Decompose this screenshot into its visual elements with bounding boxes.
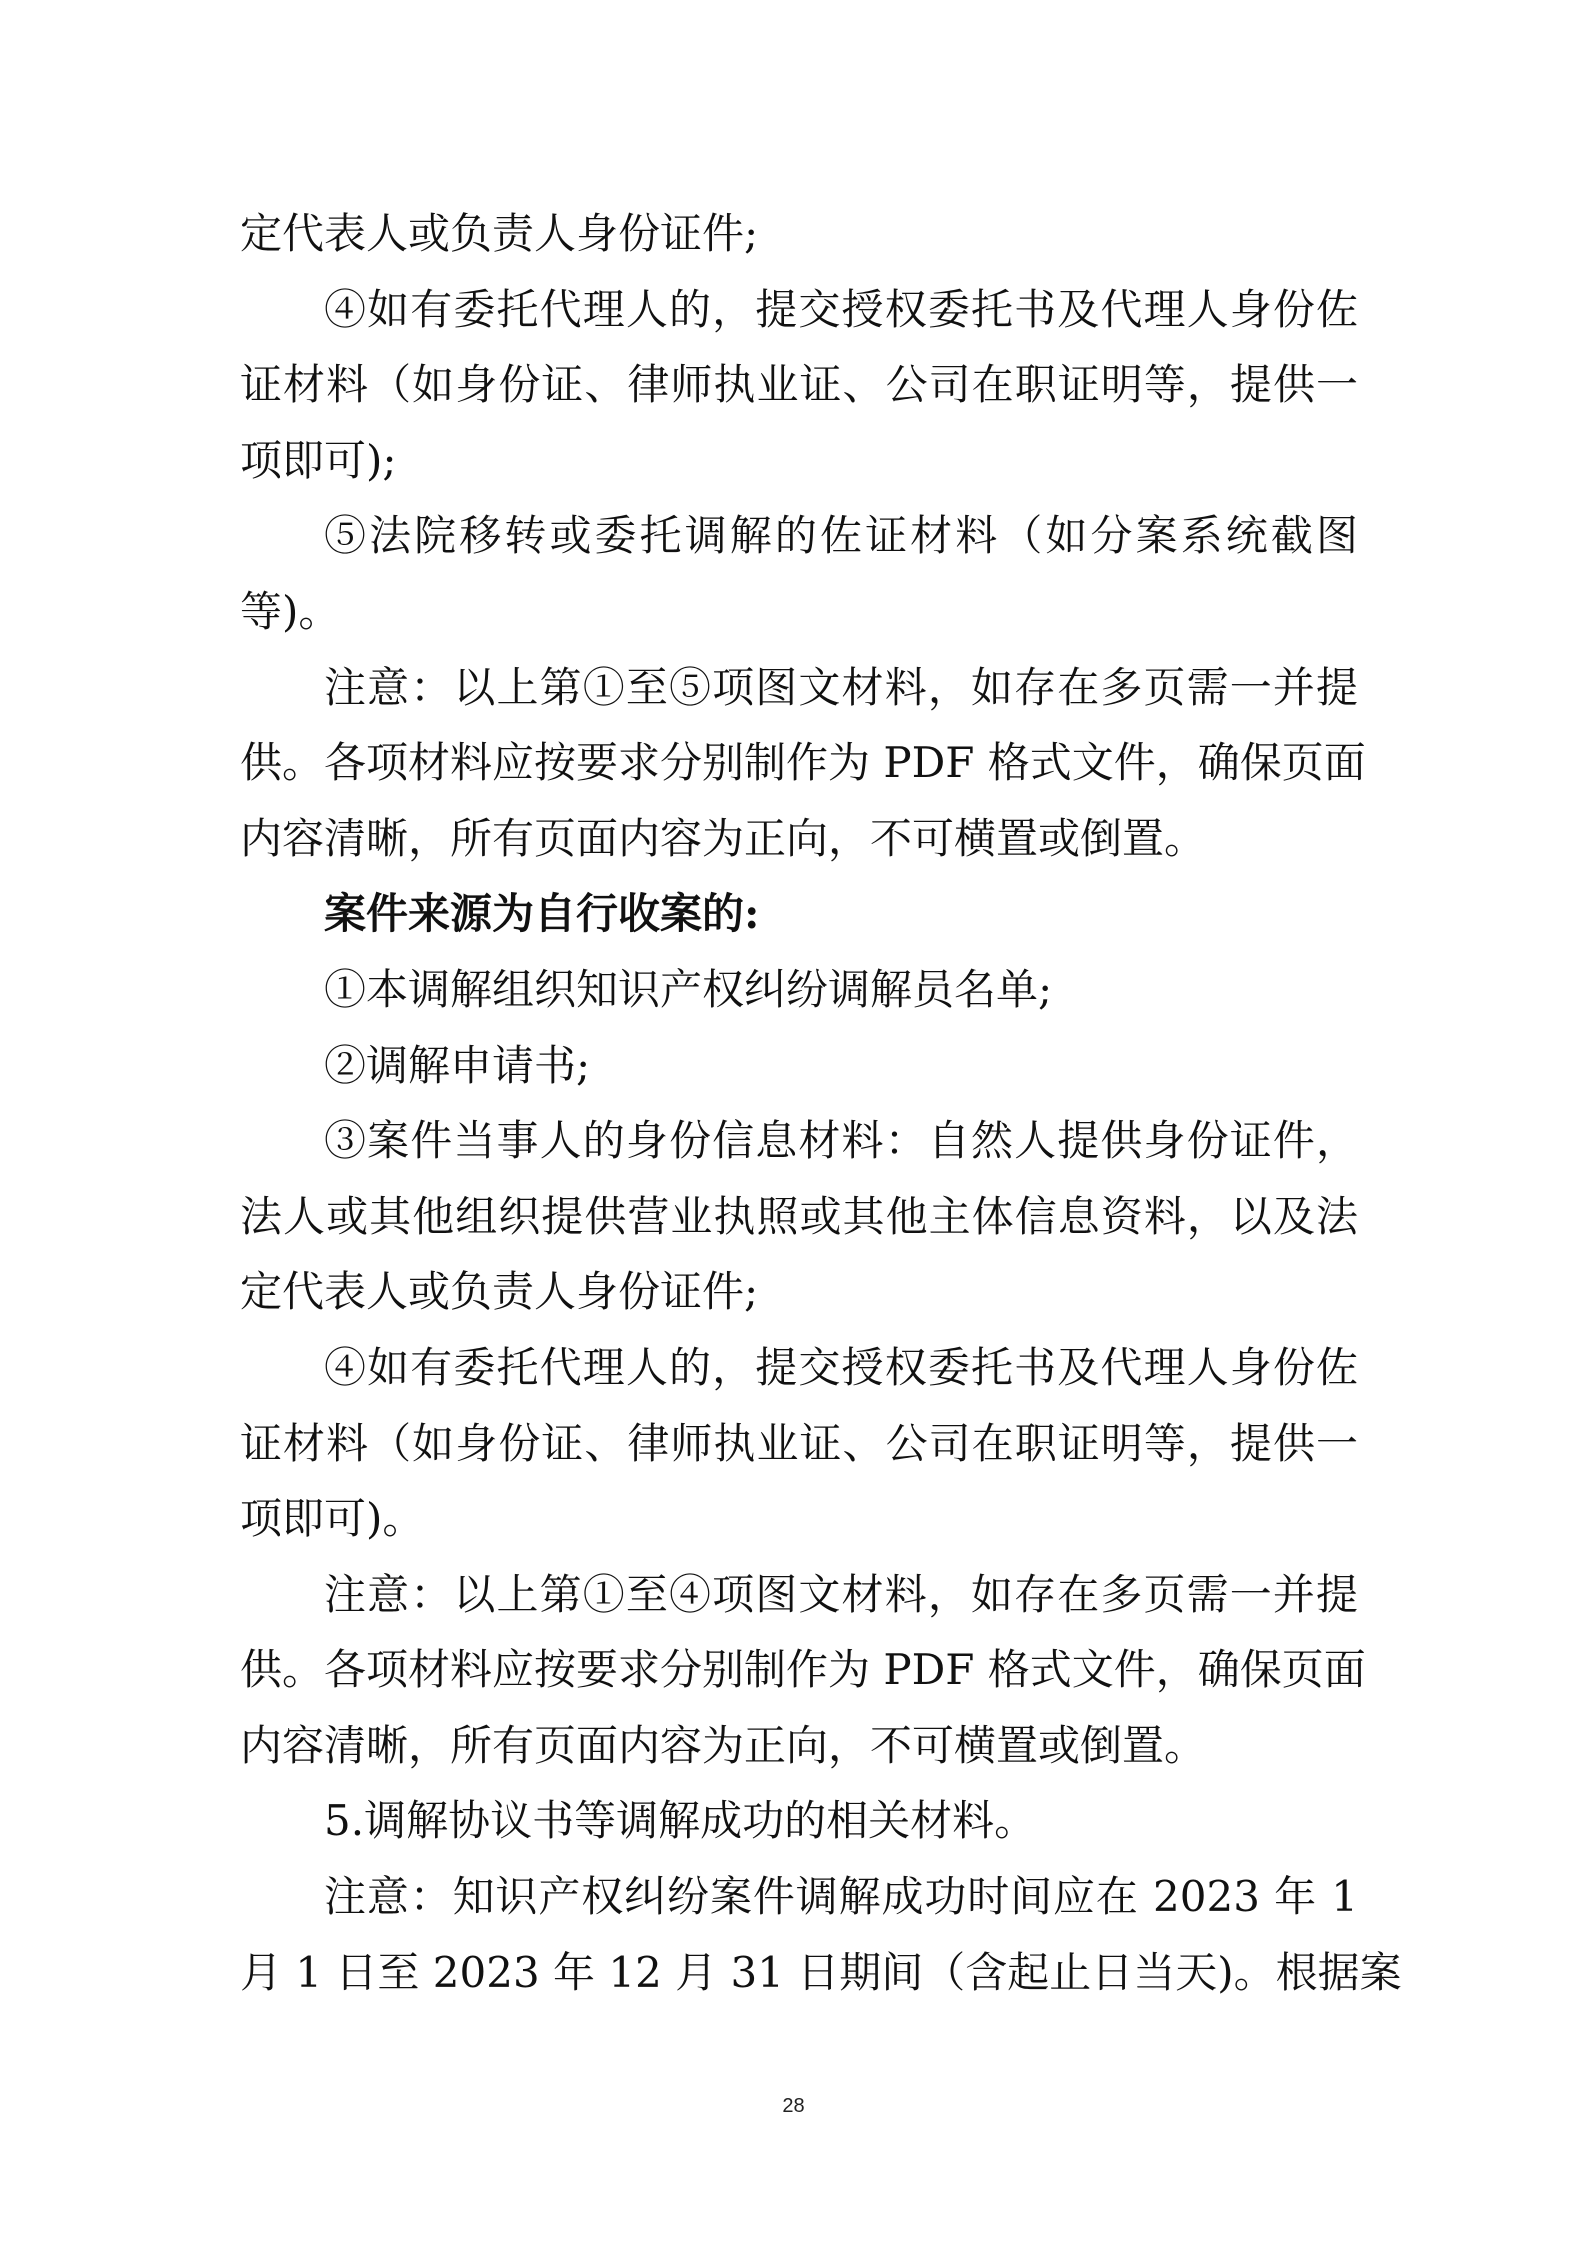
paragraph-line: ⑤法院移转或委托调解的佐证材料（如分案系统截图 (324, 511, 1358, 561)
paragraph-line: 定代表人或负责人身份证件; (240, 209, 759, 258)
note-line: 月 1 日至 2023 年 12 月 31 日期间（含起止日当天)。根据案 (240, 1947, 1402, 1997)
paragraph-line: 定代表人或负责人身份证件; (240, 1267, 759, 1317)
note-line: 注意：知识产权纠纷案件调解成功时间应在 2023 年 1 (324, 1872, 1358, 1922)
numbered-item: 5.调解协议书等调解成功的相关材料。 (324, 1796, 1037, 1846)
paragraph-line: 证材料（如身份证、律师执业证、公司在职证明等，提供一 (240, 360, 1358, 410)
list-item: ①本调解组织知识产权纠纷调解员名单; (324, 964, 1053, 1014)
note-line: 供。各项材料应按要求分别制作为 PDF 格式文件，确保页面 (240, 1645, 1366, 1695)
note-line: 注意：以上第①至④项图文材料，如存在多页需一并提 (324, 1569, 1358, 1619)
list-item: ④如有委托代理人的，提交授权委托书及代理人身份佐 (324, 1342, 1358, 1392)
list-item: ②调解申请书; (324, 1040, 591, 1090)
list-item: ③案件当事人的身份信息材料：自然人提供身份证件， (324, 1116, 1358, 1166)
note-line: 内容清晰，所有页面内容为正向，不可横置或倒置。 (240, 1720, 1207, 1770)
paragraph-line: 内容清晰，所有页面内容为正向，不可横置或倒置。 (240, 813, 1207, 863)
section-heading: 案件来源为自行收案的: (324, 889, 760, 939)
paragraph-line: 证材料（如身份证、律师执业证、公司在职证明等，提供一 (240, 1418, 1358, 1468)
paragraph-line: 供。各项材料应按要求分别制作为 PDF 格式文件，确保页面 (240, 738, 1366, 788)
paragraph-line: 项即可)。 (240, 1494, 425, 1544)
paragraph-line: ④如有委托代理人的，提交授权委托书及代理人身份佐 (324, 284, 1358, 334)
paragraph-line: 等)。 (240, 586, 341, 636)
page-number: 28 (782, 2095, 805, 2117)
paragraph-line: 法人或其他组织提供营业执照或其他主体信息资料，以及法 (240, 1191, 1358, 1241)
document-body (240, 196, 1402, 2010)
paragraph-line: 注意：以上第①至⑤项图文材料，如存在多页需一并提 (324, 662, 1358, 712)
paragraph-line: 项即可); (240, 435, 397, 485)
